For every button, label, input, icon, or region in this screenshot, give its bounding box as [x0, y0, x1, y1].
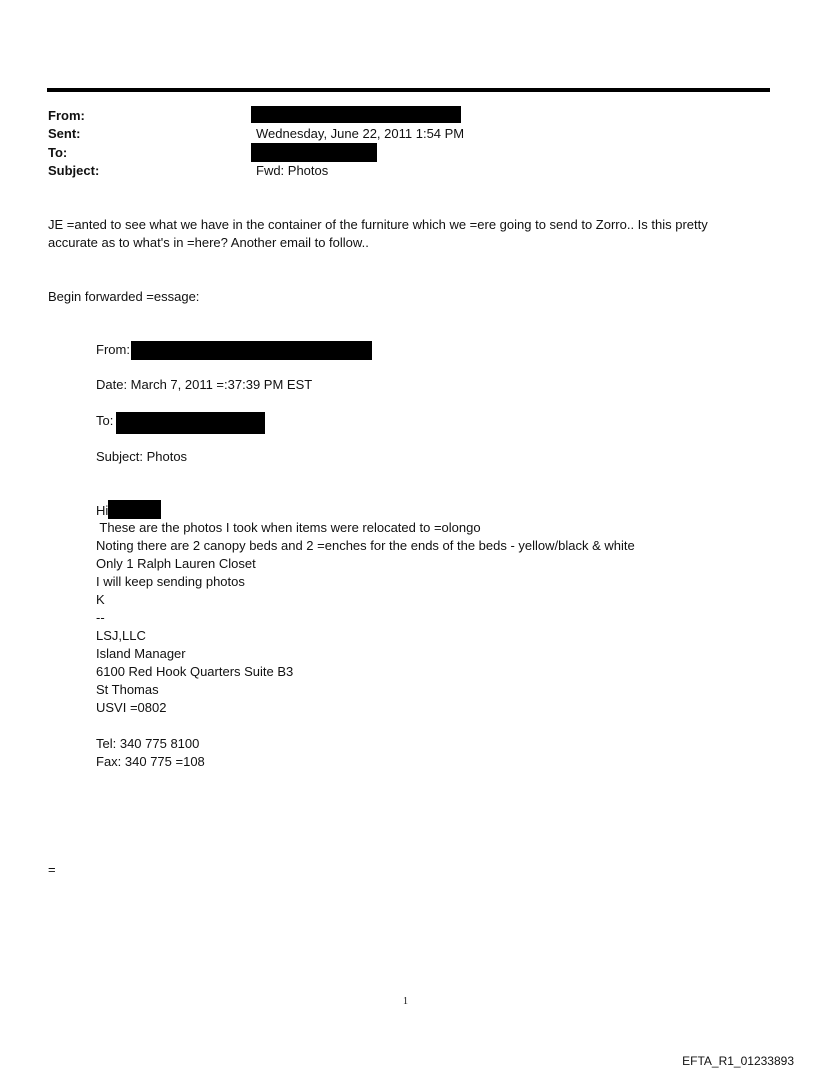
to-redaction [251, 143, 377, 162]
page-number: 1 [403, 996, 408, 1007]
subject-label: Subject: [48, 163, 100, 178]
fwd-to-redaction [116, 412, 265, 434]
msg-line: Noting there are 2 canopy beds and 2 =enches for the ends of the beds - yellow/black & white [96, 538, 635, 553]
signature-company: LSJ,LLC [96, 628, 146, 643]
fwd-from-redaction [131, 341, 372, 360]
trailer-mark: = [48, 862, 56, 877]
body-line-2: accurate as to what's in =here? Another email to follow.. [48, 235, 369, 250]
msg-line: These are the photos I took when items were relocated to =olongo [96, 520, 481, 535]
msg-line: Only 1 Ralph Lauren Closet [96, 556, 256, 571]
sent-label: Sent: [48, 126, 81, 141]
signature-fax: Fax: 340 775 =108 [96, 754, 205, 769]
fwd-from-label: From: [96, 342, 130, 357]
signature-address: 6100 Red Hook Quarters Suite B3 [96, 664, 294, 679]
fwd-date: Date: March 7, 2011 =:37:39 PM EST [96, 377, 313, 392]
forward-intro: Begin forwarded =essage: [48, 289, 200, 304]
msg-line: I will keep sending photos [96, 574, 245, 589]
bates-number: EFTA_R1_01233893 [682, 1054, 794, 1068]
msg-line: K [96, 592, 105, 607]
to-label: To: [48, 145, 68, 160]
from-redaction [251, 106, 461, 123]
greeting: Hi [96, 503, 109, 518]
signature-city: St Thomas [96, 682, 159, 697]
body-line-1: JE =anted to see what we have in the container of the furniture which we =ere going to send to Zorro.. Is this pretty [48, 217, 708, 232]
header-rule [47, 88, 770, 92]
fwd-subject: Subject: Photos [96, 449, 188, 464]
fwd-to-label: To: [96, 413, 114, 428]
subject-value: Fwd: Photos [256, 163, 329, 178]
signature-title: Island Manager [96, 646, 186, 661]
signature-separator: -- [96, 610, 105, 625]
greeting-redaction [108, 500, 161, 519]
from-label: From: [48, 108, 85, 123]
sent-value: Wednesday, June 22, 2011 1:54 PM [256, 126, 465, 141]
signature-zip: USVI =0802 [96, 700, 167, 715]
signature-tel: Tel: 340 775 8100 [96, 736, 200, 751]
